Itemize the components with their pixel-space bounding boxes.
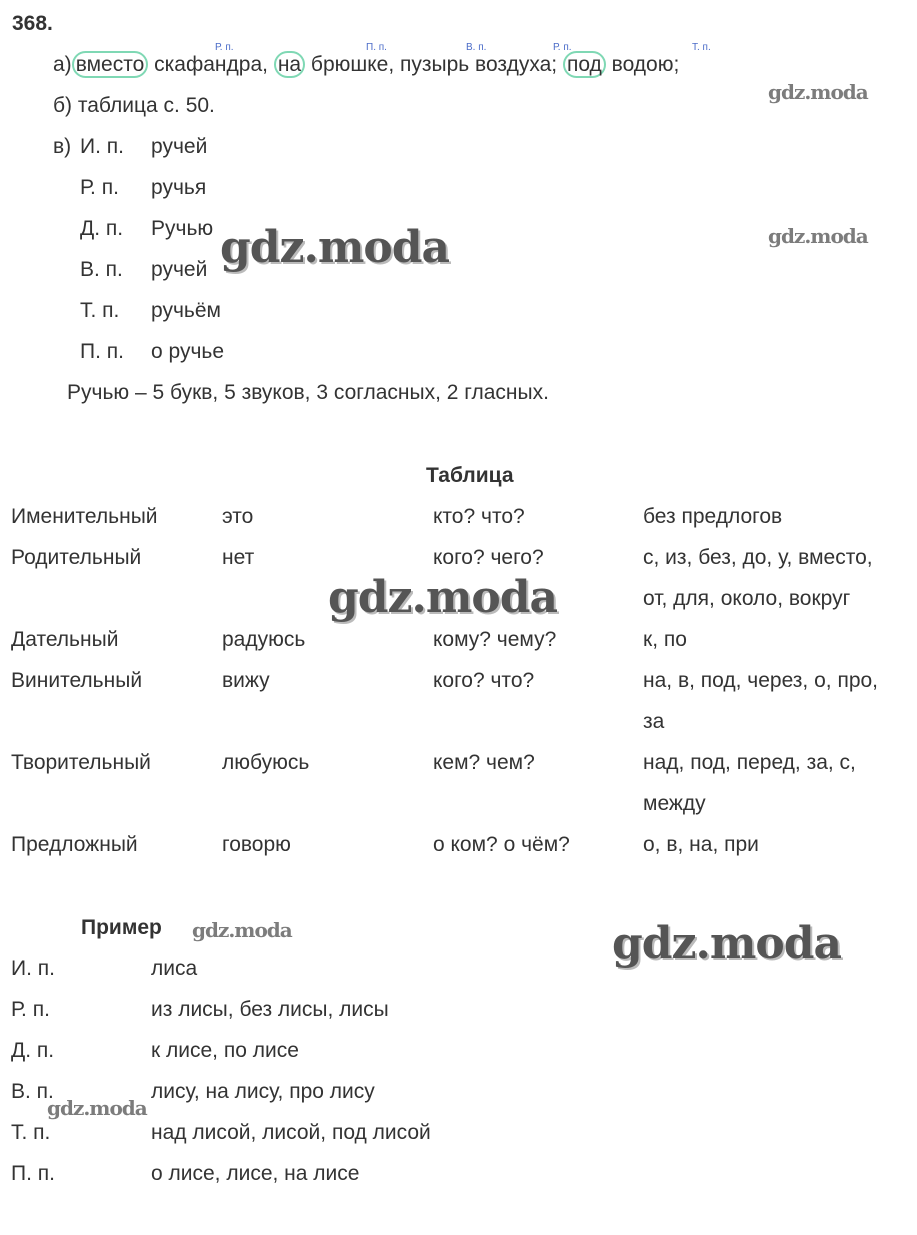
case-abbrev: Т. п. bbox=[11, 1121, 51, 1144]
watermark: gdz.moda bbox=[768, 224, 868, 248]
case-questions: о ком? о чём? bbox=[433, 833, 570, 856]
example-title: Пример bbox=[81, 916, 162, 939]
prepositions: от, для, около, вокруг bbox=[643, 587, 851, 610]
case-abbrev: Д. п. bbox=[80, 217, 124, 240]
circled-preposition: на bbox=[274, 51, 305, 78]
word-form: ручей bbox=[151, 135, 208, 158]
case-abbrev: Д. п. bbox=[11, 1039, 55, 1062]
case-questions: кем? чем? bbox=[433, 751, 535, 774]
example-forms: лиса bbox=[151, 957, 198, 980]
watermark: gdz.moda bbox=[47, 1096, 147, 1120]
case-label: Р. п. bbox=[215, 42, 234, 53]
case-name: Дательный bbox=[11, 628, 119, 651]
example-forms: к лисе, по лисе bbox=[151, 1039, 299, 1062]
prepositions: о, в, на, при bbox=[643, 833, 759, 856]
prepositions: без предлогов bbox=[643, 505, 783, 528]
part-a-text: водою; bbox=[605, 53, 680, 76]
case-label: Р. п. bbox=[553, 42, 572, 53]
watermark: gdz.moda bbox=[192, 918, 292, 942]
case-abbrev: П. п. bbox=[80, 340, 124, 363]
case-label: В. п. bbox=[466, 42, 487, 53]
prepositions: над, под, перед, за, с, bbox=[643, 751, 856, 774]
case-abbrev: В. п. bbox=[80, 258, 123, 281]
word-analysis: Ручью – 5 букв, 5 звуков, 3 согласных, 2 гласных. bbox=[67, 381, 549, 404]
exercise-number: 368. bbox=[12, 12, 53, 35]
case-questions: кого? чего? bbox=[433, 546, 544, 569]
example-forms: лису, на лису, про лису bbox=[151, 1080, 375, 1103]
part-a-text: скафандра, bbox=[148, 53, 268, 76]
case-name: Творительный bbox=[11, 751, 151, 774]
watermark: gdz.moda bbox=[220, 222, 450, 273]
auxiliary-word: радуюсь bbox=[222, 628, 306, 651]
part-a-line bbox=[53, 53, 679, 77]
prepositions: к, по bbox=[643, 628, 687, 651]
prepositions: на, в, под, через, о, про, bbox=[643, 669, 879, 692]
table-title: Таблица bbox=[426, 464, 514, 487]
case-abbrev: В. п. bbox=[11, 1080, 54, 1103]
word-form: ручья bbox=[151, 176, 207, 199]
part-a-text: брюшке, пузырь воздуха; bbox=[305, 53, 558, 76]
case-label: П. п. bbox=[366, 42, 387, 53]
case-abbrev: И. п. bbox=[11, 957, 55, 980]
word-form: ручьём bbox=[151, 299, 221, 322]
case-questions: кто? что? bbox=[433, 505, 525, 528]
circled-preposition: вместо bbox=[72, 51, 149, 78]
case-abbrev: Р. п. bbox=[80, 176, 119, 199]
word-form: ручей bbox=[151, 258, 208, 281]
auxiliary-word: нет bbox=[222, 546, 255, 569]
auxiliary-word: вижу bbox=[222, 669, 270, 692]
prepositions: за bbox=[643, 710, 665, 733]
prepositions: между bbox=[643, 792, 706, 815]
watermark: gdz.moda bbox=[612, 918, 842, 969]
case-abbrev: И. п. bbox=[80, 135, 124, 158]
case-name: Именительный bbox=[11, 505, 158, 528]
case-label: Т. п. bbox=[692, 42, 711, 53]
circled-preposition: под bbox=[563, 51, 606, 78]
case-questions: кого? что? bbox=[433, 669, 535, 692]
word-form: Ручью bbox=[151, 217, 214, 240]
prepositions: с, из, без, до, у, вместо, bbox=[643, 546, 873, 569]
auxiliary-word: любуюсь bbox=[222, 751, 310, 774]
auxiliary-word: это bbox=[222, 505, 254, 528]
example-forms: над лисой, лисой, под лисой bbox=[151, 1121, 431, 1144]
watermark: gdz.moda bbox=[768, 80, 868, 104]
case-abbrev: Т. п. bbox=[80, 299, 120, 322]
case-name: Винительный bbox=[11, 669, 143, 692]
case-abbrev: П. п. bbox=[11, 1162, 55, 1185]
case-abbrev: Р. п. bbox=[11, 998, 50, 1021]
example-forms: о лисе, лисе, на лисе bbox=[151, 1162, 360, 1185]
word-form: о ручье bbox=[151, 340, 225, 363]
part-b-line: б) таблица с. 50. bbox=[53, 94, 215, 117]
part-a-prefix: а) bbox=[53, 53, 72, 76]
case-name: Родительный bbox=[11, 546, 142, 569]
watermark: gdz.moda bbox=[328, 572, 558, 623]
auxiliary-word: говорю bbox=[222, 833, 291, 856]
case-name: Предложный bbox=[11, 833, 138, 856]
case-questions: кому? чему? bbox=[433, 628, 557, 651]
part-c-prefix: в) bbox=[53, 135, 72, 158]
example-forms: из лисы, без лисы, лисы bbox=[151, 998, 389, 1021]
